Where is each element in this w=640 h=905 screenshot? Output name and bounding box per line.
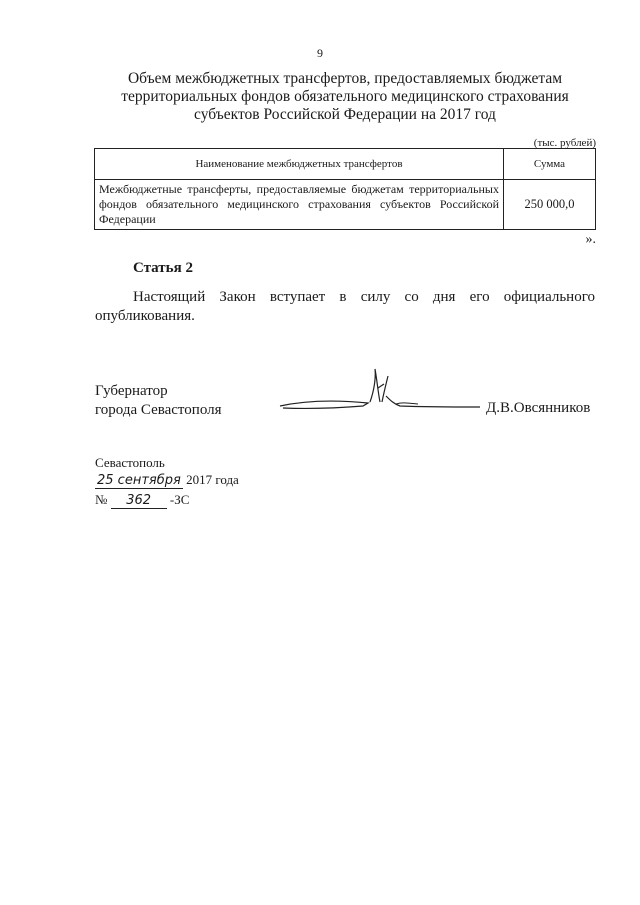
signatory-name: Д.В.Овсянников <box>486 400 591 416</box>
number-suffix: -ЗС <box>169 492 190 507</box>
document-title: Объем межбюджетных трансфертов, предоставляемых бюджетам территориальных фондов обязательного медицинского страхования субъектов Российской Федерации на 2017 год <box>121 70 569 123</box>
signatory-position <box>95 382 222 420</box>
handwritten-date: 25 сентября <box>97 473 181 488</box>
transfers-table <box>94 148 596 230</box>
position-line-2: города Севастополя <box>95 402 222 418</box>
law-number <box>95 492 189 509</box>
signing-date <box>95 472 239 489</box>
table-header-row <box>95 149 596 180</box>
signing-place: Севастополь <box>95 455 165 470</box>
date-year: 2017 года <box>186 472 239 487</box>
article-text: Настоящий Закон вступает в силу со дня его официального опубликования. <box>95 289 595 324</box>
handwritten-signature <box>278 366 483 416</box>
article-heading: Статья 2 <box>133 260 193 276</box>
page-number: 9 <box>317 46 323 60</box>
transfer-sum-cell: 250 000,0 <box>504 180 596 230</box>
handwritten-number: 362 <box>111 493 167 509</box>
number-sign: № <box>95 492 108 507</box>
position-line-1: Губернатор <box>95 383 168 399</box>
table-row <box>95 180 596 230</box>
units-label: (тыс. рублей) <box>533 137 596 149</box>
column-header-name: Наименование межбюджетных трансфертов <box>95 149 504 180</box>
column-header-sum: Сумма <box>504 149 596 180</box>
closing-quote: ». <box>585 232 596 247</box>
transfer-name-cell: Межбюджетные трансферты, предоставляемые бюджетам территориальных фондов обязательного медицинского страхования субъектов Российской Федерации <box>95 180 504 230</box>
